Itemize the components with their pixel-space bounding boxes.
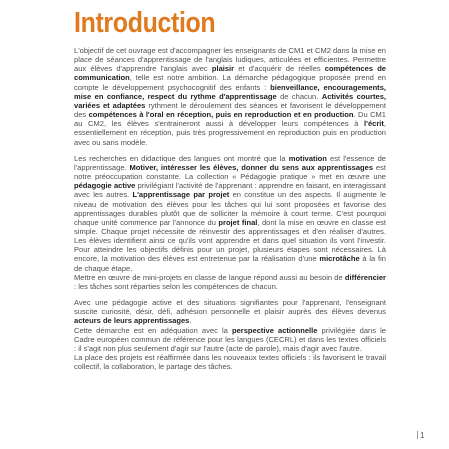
text-run: L'objectif de cet ouvrage est d'accompagner les enseignants de CM1 et CM2 dans la mise en place de séances d'apprentissage de l'anglais ludiques, articulées et efficientes. Permettre aux élèves d'apprendre l'anglais avec (74, 46, 386, 74)
paragraph-motivation (74, 154, 386, 273)
text-run: Les recherches en didactique des langues ont montré que la (74, 153, 289, 163)
bold-text-run: bienveillance, encouragements, mise en confiance, respect du rythme d'apprentissage (74, 82, 386, 101)
page-title: Introduction (74, 7, 216, 39)
text-run: est notre préoccupation constante. La collection « Pédagogie pratique » met en œuvre une (74, 162, 386, 182)
page-number (417, 431, 424, 440)
bold-text-run: différencier (344, 272, 386, 282)
text-run: : les tâches sont réparties selon les compétences de chacun. (74, 281, 278, 291)
text-run: de chacun. (276, 91, 322, 101)
text-run: et d'acquérir de réelles (234, 64, 325, 74)
text-run: Cette démarche est en adéquation avec la (74, 325, 232, 335)
bold-text-run: pédagogie active (74, 181, 136, 191)
paragraph-projets (74, 353, 386, 371)
text-run: Mettre en œuvre de mini-projets en classe de langue répond aussi au besoin de (74, 272, 345, 282)
text-run: , telle est notre ambition. La démarche pédagogique proposée prend en compte le développement psychocognitif des enfants : (74, 73, 386, 92)
folio-divider (417, 431, 418, 439)
bold-text-run: acteurs de leurs apprentissages (74, 316, 190, 326)
bold-text-run: projet final (218, 217, 258, 227)
text-run: à la fin de chaque étape. (74, 254, 386, 273)
bold-text-run: compétences de communication (74, 64, 386, 83)
bold-text-run: Activités courtes, variées et adaptées (74, 91, 386, 110)
text-run: La place des projets est réaffirmée dans les nouveaux textes officiels : ils favorisent le travail collectif, la collaboration, le partage des tâches. (74, 353, 386, 372)
bold-text-run: plaisir (211, 64, 235, 74)
bold-text-run: perspective actionnelle (231, 325, 318, 335)
bold-text-run: compétences à l'oral en réception, puis en reproduction et en production (88, 110, 354, 120)
bold-text-run: l'écrit (364, 119, 384, 129)
text-run: en constitue un des aspects. Il augmente le niveau de motivation des élèves pour les tâches qui lui sont proposées et favorise des apprentissages durables plutôt que de solliciter la mémoire à court terme. C'est pourquoi chaque unité commence par l'annonce du (74, 190, 386, 227)
text-run: , dont la mise en œuvre en classe est simple. Chaque projet nécessite de réinvestir des apprentissages et d'en réaliser d'autres. Les élèves identifient ainsi ce qu'ils vont apprendre et dans quel situation ils vont l'investir. Pour atteindre les objectifs définis pour un projet, plusieurs étapes sont nécessaires. Là encore, la motivation des élèves est entretenue par la réalisation d'une (74, 217, 386, 264)
text-run: est l'essence de l'apprentissage. (74, 153, 386, 172)
paragraph-perspective-actionnelle (74, 326, 386, 353)
text-run: privilégiée dans le Cadre européen commun de référence pour les langues (CECRL) et dans les textes officiels : il s'agit non plus seulement d'agir sur l'autre (acte de parole), mais d'agir avec l'autre. (74, 325, 386, 353)
bold-text-run: Motiver, intéresser les élèves, donner du sens aux apprentissages (129, 162, 374, 172)
bold-text-run: L'apprentissage par projet (132, 190, 230, 200)
text-run: Avec une pédagogie active et des situations signifiantes pour l'apprenant, l'enseignant suscite curiosité, désir, défi, adhésion personnelle et plaisir auprès des élèves devenus (74, 298, 386, 317)
text-run: . (189, 316, 192, 326)
bold-text-run: microtâche (319, 254, 360, 264)
text-run: . Du CM1 au CM2, les élèves s'entraineront aussi à développer leurs compétences à (74, 110, 386, 129)
page-number-value: 1 (420, 431, 425, 440)
body-text (74, 46, 386, 371)
paragraph-objectif (74, 46, 386, 147)
text-run: rythment le déroulement des séances et favorisent le développement des (74, 100, 386, 120)
bold-text-run: motivation (288, 153, 327, 163)
text-run: , essentiellement en réception, puis très progressivement en reproduction puis en production avec ou sans modèle. (74, 119, 386, 147)
paragraph-differencier (74, 273, 386, 291)
paragraph-pedagogie-active (74, 298, 386, 325)
text-run: privilégiant l'activité de l'apprenant : apprendre en faisant, en interagissant avec les autres. (74, 181, 386, 200)
